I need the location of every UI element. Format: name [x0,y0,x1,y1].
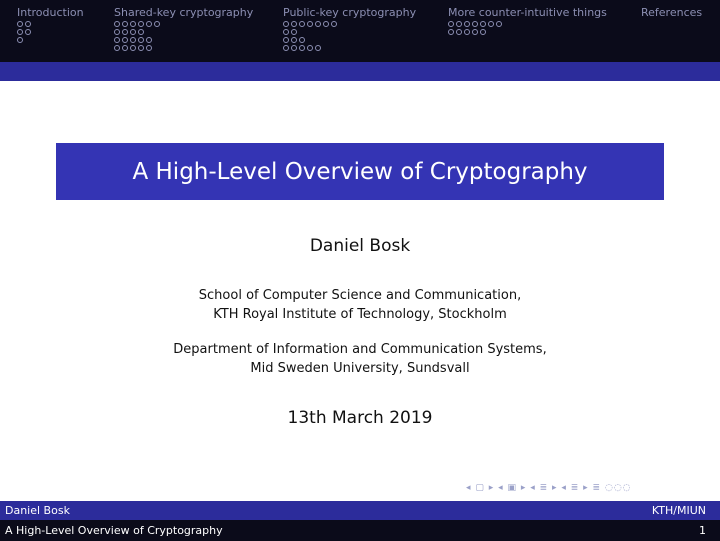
nav-frame-dot-icon[interactable] [130,29,136,35]
footer-short-title: A High-Level Overview of Cryptography [5,524,223,537]
nav-frame-dot-icon[interactable] [114,21,120,27]
nav-subsection-dots[interactable] [114,21,253,53]
presentation-date: 13th March 2019 [287,408,433,428]
institution-line: KTH Royal Institute of Technology, Stockholm [213,307,507,322]
nav-frame-dot-icon[interactable] [146,21,152,27]
nav-frame-dot-icon[interactable] [472,21,478,27]
nav-section-title[interactable]: References [641,6,703,19]
nav-frame-dot-icon[interactable] [138,29,144,35]
nav-frame-dot-icon[interactable] [331,21,337,27]
nav-dot-row [283,21,416,29]
nav-frame-dot-icon[interactable] [146,37,152,43]
nav-section-introduction[interactable] [17,6,84,45]
nav-dot-row [17,21,84,29]
section-navigation-bar [0,0,720,62]
nav-frame-dot-icon[interactable] [291,45,297,51]
nav-section-title[interactable]: Shared-key cryptography [114,6,254,19]
nav-frame-dot-icon[interactable] [299,21,305,27]
footer-title-bar [0,520,720,541]
nav-dot-row [114,29,253,37]
nav-frame-dot-icon[interactable] [464,21,470,27]
author-name: Daniel Bosk [309,236,411,256]
nav-frame-dot-icon[interactable] [488,21,494,27]
footer-affiliation: KTH/MIUN [651,504,706,517]
nav-frame-dot-icon[interactable] [130,21,136,27]
nav-frame-dot-icon[interactable] [17,21,23,27]
nav-frame-dot-icon[interactable] [323,21,329,27]
nav-dot-row [114,45,253,53]
nav-frame-dot-icon[interactable] [315,45,321,51]
institution-miun [0,340,720,378]
nav-frame-dot-icon[interactable] [480,21,486,27]
footer-author-bar [0,501,720,520]
nav-dot-row [283,37,416,45]
nav-dot-row [448,29,607,37]
nav-frame-dot-icon[interactable] [114,29,120,35]
nav-frame-dot-icon[interactable] [17,37,23,43]
nav-frame-dot-icon[interactable] [25,29,31,35]
nav-dot-row [283,45,416,53]
nav-subsection-dots[interactable] [448,21,607,37]
page-number: 1 [699,524,706,537]
nav-frame-dot-icon[interactable] [456,21,462,27]
nav-dot-row [17,37,84,45]
nav-frame-dot-icon[interactable] [130,45,136,51]
nav-frame-dot-icon[interactable] [283,21,289,27]
nav-frame-dot-icon[interactable] [307,45,313,51]
nav-frame-dot-icon[interactable] [299,45,305,51]
nav-frame-dot-icon[interactable] [315,21,321,27]
nav-frame-dot-icon[interactable] [291,21,297,27]
nav-frame-dot-icon[interactable] [448,21,454,27]
nav-frame-dot-icon[interactable] [25,21,31,27]
nav-dot-row [17,29,84,37]
nav-frame-dot-icon[interactable] [122,45,128,51]
nav-frame-dot-icon[interactable] [138,21,144,27]
nav-section-references[interactable] [641,6,702,21]
nav-frame-dot-icon[interactable] [464,29,470,35]
nav-frame-dot-icon[interactable] [456,29,462,35]
institution-kth [0,286,720,324]
nav-frame-dot-icon[interactable] [130,37,136,43]
title-box [56,143,664,200]
nav-subsection-dots[interactable] [17,21,84,45]
nav-frame-dot-icon[interactable] [17,29,23,35]
header-band [0,62,720,81]
nav-subsection-dots[interactable] [283,21,416,53]
nav-frame-dot-icon[interactable] [283,45,289,51]
nav-frame-dot-icon[interactable] [122,21,128,27]
nav-dot-row [283,29,416,37]
nav-frame-dot-icon[interactable] [472,29,478,35]
nav-frame-dot-icon[interactable] [448,29,454,35]
nav-dot-row [448,21,607,29]
nav-frame-dot-icon[interactable] [154,21,160,27]
nav-section-public-key[interactable] [283,6,416,53]
institution-line: School of Computer Science and Communication, [198,288,522,303]
nav-section-counter-intuitive[interactable] [448,6,607,37]
institution-line: Mid Sweden University, Sundsvall [250,361,470,376]
nav-frame-dot-icon[interactable] [480,29,486,35]
nav-frame-dot-icon[interactable] [146,45,152,51]
nav-frame-dot-icon[interactable] [114,37,120,43]
nav-dot-row [114,37,253,45]
nav-section-title[interactable]: Introduction [17,6,84,19]
nav-section-title[interactable]: Public-key cryptography [283,6,417,19]
nav-section-title[interactable]: More counter-intuitive things [448,6,607,19]
slide-title: A High-Level Overview of Cryptography [132,158,588,185]
nav-frame-dot-icon[interactable] [496,21,502,27]
nav-frame-dot-icon[interactable] [283,37,289,43]
nav-frame-dot-icon[interactable] [299,37,305,43]
nav-frame-dot-icon[interactable] [138,37,144,43]
nav-frame-dot-icon[interactable] [114,45,120,51]
nav-frame-dot-icon[interactable] [307,21,313,27]
nav-frame-dot-icon[interactable] [122,37,128,43]
nav-frame-dot-icon[interactable] [283,29,289,35]
nav-frame-dot-icon[interactable] [291,29,297,35]
footer-author: Daniel Bosk [5,504,70,517]
nav-frame-dot-icon[interactable] [138,45,144,51]
nav-frame-dot-icon[interactable] [122,29,128,35]
nav-frame-dot-icon[interactable] [291,37,297,43]
nav-section-shared-key[interactable] [114,6,253,53]
institution-line: Department of Information and Communication Systems, [173,342,547,357]
nav-dot-row [114,21,253,29]
beamer-navigation-icons[interactable]: ◂ ▢ ▸ ◂ ▣ ▸ ◂ ≣ ▸ ◂ ≣ ▸ ≣ ◌◌◌ [466,483,632,493]
